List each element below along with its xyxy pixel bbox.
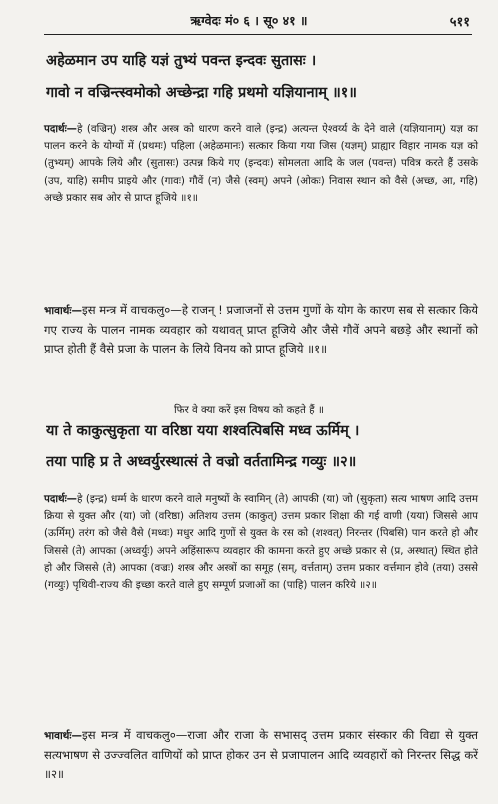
bhavarth-1-text: इस मन्त्र में वाचकलु०—हे राजन् ! प्रजाजनों से उत्तम गुणों के योग के कारण सब से सत्कार किये गए राज्य के पालन नामक व्यवहार को यथावत् प्राप्त हूजिये और जैसे गौवें अपने बछड़े और स्थानों को प्राप्त होती हैं वैसे प्रजा के पालन के लिये विनय को प्राप्त हूजिये ॥१॥ bbox=[44, 303, 478, 356]
bhavarth-1 bbox=[44, 301, 478, 359]
padarth-1-lead: पदार्थः— bbox=[44, 123, 77, 135]
padarth-2 bbox=[44, 491, 478, 594]
page-number: ५११ bbox=[449, 15, 470, 30]
padarth-1-text: हे (वज्रिन्) शस्त्र और अस्त्र को धारण करने वाले (इन्द्र) अत्यन्त ऐश्वर्य्य के देने वाले (यज्ञियानाम्) यज्ञ का पालन करने के योग्यों में (प्रथमः) पहिला (अहेळमानः) सत्कार किया गया जिस (यज्ञम्) प्राह्यार विहार नामक यज्ञ को (तुभ्यम्) आपके लिये और (सुतासः) उत्पन्न किये गए (इन्दवः) सोमलता आदि के जल (पवन्त) पवित्र करते हैं उसके (उप, याहि) समीप प्राइये और (गावः) गौवें (न) जैसे (स्वम्) अपने (ओकः) निवास स्थान को वैसे (अच्छ, आ, गहि) अच्छे प्रकार सब ओर से प्राप्त हूजिये ॥१॥ bbox=[44, 123, 478, 204]
padarth-1 bbox=[44, 121, 478, 207]
bhavarth-2-text: इस मन्त्र में वाचकलु०—राजा और राजा के सभासद् उत्तम प्रकार संस्कार की विद्या से युक्त सत्यभाषण से उज्ज्वलित वाणियों को प्राप्त होकर उन से प्रजापालन आदि व्यवहारों को निरन्तर सिद्ध करें ॥२॥ bbox=[44, 728, 478, 781]
padarth-2-lead: पदार्थः— bbox=[44, 493, 77, 505]
padarth-2-text: हे (इन्द्र) धर्म्म के धारण करने वाले मनुष्यों के स्वामिन् (ते) आपकी (या) जो (सुकृता) सत्य भाषण आदि उत्तम क्रिया से युक्त और (या) जो (वरिष्ठा) अतिशय उत्तम (काकुत्) उत्तम प्रकार शिक्षा की गई वाणी (यया) जिससे आप (ऊर्मिम्) तरंग को जैसे वैसे (मध्वः) मधुर आदि गुणों से युक्त के रस को (शश्वत्) निरन्तर (पिबसि) पान करते हो और जिससे (ते) आपका (अध्वर्युः) अपने अहिंसारूप व्यवहार की कामना करते हुए अच्छे प्रकार से (प्र, अस्थात्) स्थित होते हो और जिससे (ते) आपका (वज्रः) शस्त्र और अस्त्रों का समूह (सम्, वर्त्तताम्) उत्तम प्रकार वर्त्तमान होवे (तया) उससे (गव्युः) पृथिवी-राज्य की इच्छा करते वाले हुए सम्पूर्ण प्रजाओं का (पाहि) पालन करिये ॥२॥ bbox=[44, 493, 478, 592]
running-title: ऋग्वेदः मं० ६ । सू० ४१ ॥ bbox=[190, 13, 308, 28]
mantra-1-line-1: अहेळमान उप याहि यज्ञं तुभ्यं पवन्त इन्दवः सुतासः । bbox=[46, 53, 317, 69]
mantra-2-line-1: या ते काकुत्सुकृता या वरिष्ठा यया शश्वत्पिबसि मध्व ऊर्मिम् । bbox=[46, 423, 360, 439]
mantra-1-line-2: गावो न वज्रिन्त्स्वमोको अच्छेन्द्रा गहि प्रथमो यज्ञियानाम् ॥१॥ bbox=[46, 85, 357, 101]
header-rule bbox=[44, 34, 472, 35]
page-header bbox=[0, 12, 498, 36]
bhavarth-1-lead: भावार्थः— bbox=[44, 305, 82, 317]
mantra-2-line-2: तया पाहि प्र ते अध्वर्युरस्थात्सं ते वज्रो वर्ततामिन्द्र गव्युः ॥२॥ bbox=[46, 454, 357, 470]
section-intro: फिर वे क्या करें इस विषय को कहते हैं ॥ bbox=[173, 404, 325, 416]
bhavarth-2 bbox=[44, 726, 478, 784]
bhavarth-2-lead: भावार्थः— bbox=[44, 730, 82, 742]
